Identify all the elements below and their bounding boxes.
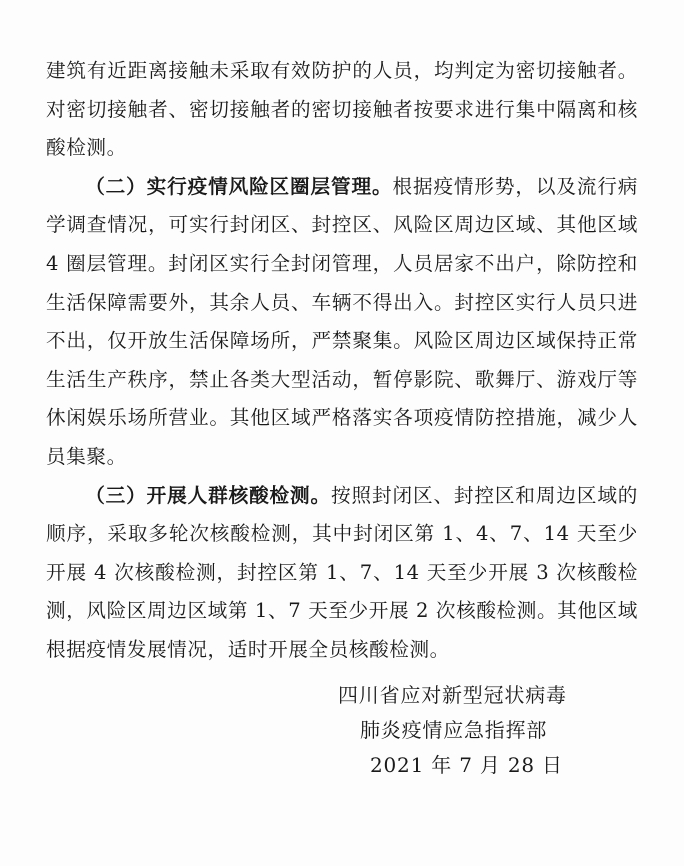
signature-date: 2021 年 7 月 28 日	[370, 753, 563, 777]
document-body	[46, 52, 638, 670]
continuation-text: 建筑有近距离接触未采取有效防护的人员，均判定为密切接触者。对密切接触者、密切接触者的密切接触者按要求进行集中隔离和核酸检测。	[46, 59, 638, 160]
signature-org-line-2: 肺炎疫情应急指挥部	[360, 718, 548, 742]
section-2-heading: （二）实行疫情风险区圈层管理。	[85, 174, 393, 198]
signature-org-line-1: 四川省应对新型冠状病毒	[338, 683, 567, 707]
section-3-heading: （三）开展人群核酸检测。	[85, 483, 332, 507]
section-2-paragraph	[46, 168, 638, 477]
section-3-body: 按照封闭区、封控区和周边区域的顺序，采取多轮次核酸检测，其中封闭区第 1、4、7、14 天至少开展 4 次核酸检测，封控区第 1、7、14 天至少开展 3 次核酸检测，风险区周边区域第 1、7 天至少开展 2 次核酸检测。其他区域根据疫情发展情况，适时开展全员核酸检测。	[46, 483, 639, 661]
continuation-paragraph	[46, 52, 638, 168]
section-3-paragraph	[46, 477, 638, 670]
section-2-body: 根据疫情形势，以及流行病学调查情况，可实行封闭区、封控区、风险区周边区域、其他区域 4 圈层管理。封闭区实行全封闭管理，人员居家不出户，除防控和生活保障需要外，其余人员、车辆不得出入。封控区实行人员只进不出，仅开放生活保障场所，严禁聚集。风险区周边区域保持正常生活生产秩序，禁止各类大型活动，暂停影院、歌舞厅、游戏厅等休闲娱乐场所营业。其他区域严格落实各项疫情防控措施，减少人员集聚。	[46, 174, 638, 468]
signature-block	[320, 678, 620, 783]
